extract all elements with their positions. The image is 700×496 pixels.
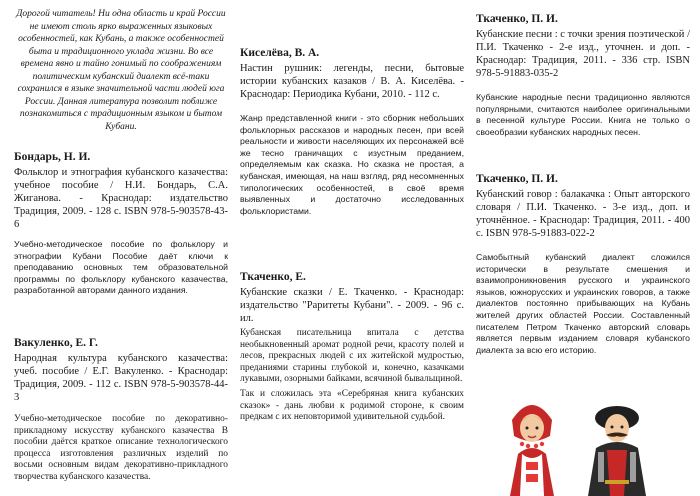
book-reference: Кубанские сказки / Е. Ткаченко. - Краснодар: издательство "Раритеты Кубани". - 2009. - 96 с. ил. (240, 287, 464, 324)
book-annotation-continued: Так и сложилась эта «Серебряная книга кубанских сказок» - дань любви к родимой стороне, к своим предкам с их неповторимой удивительной судьбой. (240, 388, 464, 423)
book-entry-tkachenko-e (240, 270, 464, 424)
book-reference: Настин рушник: легенды, песни, бытовые истории кубанских казаков / В. А. Киселёва. - Краснодар: Периодика Кубани, 2010. - 112 с. (240, 63, 464, 100)
book-entry-tkachenko-songs (476, 12, 690, 138)
book-author: Ткаченко, П. И. (476, 13, 558, 25)
book-entry-kiseleva (240, 46, 464, 217)
book-annotation: Учебно-методическое пособие по декоративно-прикладному искусству кубанского казачества В пособии даётся краткое описание технологического процесса изготовления различных изделий по восьми основным видам декоративно-прикладного творчества кубанского казачества. (14, 414, 228, 482)
book-annotation: Кубанские народные песни традиционно являются популярными, считаются наиболее оригинальными в песенной культуре России. Книга не только о своеобразии кубанских народных песен. (476, 92, 690, 137)
book-annotation: Кубанская писательница впитала с детства необыкновенный аромат родной речи, красоту полей и лесов, прекрасных людей с их житейской мудростью, преданиями старины глубокой и, конечно, казачками лукавыми, озорными байками, всячиной бывальщиной. (240, 328, 464, 385)
book-entry-tkachenko-dialect (476, 172, 690, 356)
book-reference: Кубанский говор : балакачка : Опыт авторского словаря / П.И. Ткаченко. - 3-е изд., доп. и уточнённое. - Краснодар: Традиция, 2011. - 400 с. ISBN 978-5-91883-022-2 (476, 189, 690, 239)
book-annotation: Самобытный кубанский диалект сложился исторически в результате смешения и взаимопроникновения русского и украинского языков, южнорусских и украинских говоров, а также диалектов постоянно прибывающих на Кубань жителей других областей России. Составленный писателем Петром Ткаченко авторский словарь является первым изданием словаря кубанского диалекта за всю его историю. (476, 252, 690, 355)
book-author: Вакуленко, Е. Г. (14, 337, 98, 349)
intro-text: Дорогой читатель! Ни одна область и край России не имеют столь ярко выраженных языковых особенностей, как Кубань, а также особенностей быта и традиционного уклада жизни. Во все времена явно и тайно гонимый по соображениям политическим кубанский диалект всё-таки сохранился в языке значительной части людей юга России. Данная литература позволит поближе познакомиться с традиционным языком и бытом Кубани. (16, 9, 226, 132)
book-author: Ткаченко, П. И. (476, 173, 558, 185)
book-entry-vakulenko (14, 336, 228, 484)
book-reference: Фольклор и этнография кубанского казачества: учебное пособие / Н.И. Бондарь, С.А. Жиганова. - Краснодар: издательство Традиция, 2009. - 128 с. ISBN 978-5-903578-43-6 (14, 167, 228, 230)
book-annotation: Жанр представленной книги - это сборник небольших фольклорных рассказов и народных песен, при всей реальности и живости населяющих их персонажей всё же тесно граничащих с изустным преданием, определяемым как сказка. Но сказка не простая, а кубанская, имеющая, на наш взгляд, ряд несомненных типологических особенностей, в своё время выявленных и достаточно исследованных фольклористами. (240, 113, 464, 216)
book-reference: Народная культура кубанского казачества: учеб. пособие / Е.Г. Вакуленко. - Краснодар: Традиция, 2009. - 112 с. ISBN 978-5-903578-44-3 (14, 353, 228, 403)
woman-figure (510, 405, 554, 496)
book-annotation: Учебно-методическое пособие по фольклору и этнографии Кубани Пособие даёт ключи к преподаванию основных тем образовательной программы по фольклору кубанского казачества, разработанной авторами данного издания. (14, 239, 228, 296)
cossack-couple-illustration (492, 392, 682, 496)
cossack-man-figure (588, 406, 646, 496)
book-author: Киселёва, В. А. (240, 47, 320, 59)
book-entry-bondar (14, 150, 228, 297)
book-author: Ткаченко, Е. (240, 271, 306, 283)
book-author: Бондарь, Н. И. (14, 151, 91, 163)
book-reference: Кубанские песни : с точки зрения поэтической / П.И. Ткаченко - 2-е изд., уточнен. и доп. - Краснодар: Традиция, 2011. - 336 стр. ISBN 978-5-91883-035-2 (476, 29, 690, 79)
